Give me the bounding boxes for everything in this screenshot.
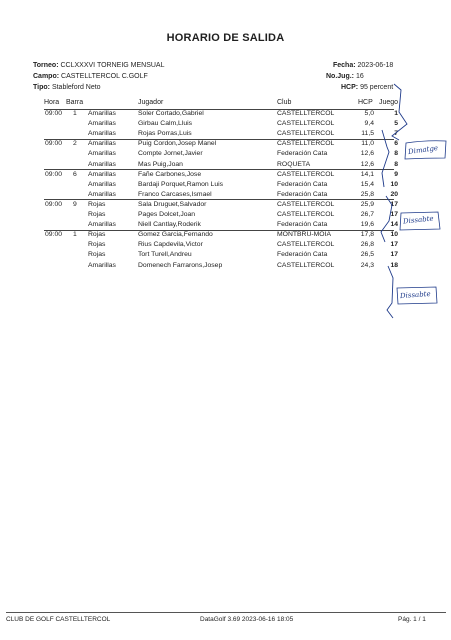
footer-generated: DataGolf 3.69 2023-06-16 18:05 bbox=[200, 616, 294, 623]
player-club: ROQUETA bbox=[277, 160, 311, 168]
player-hcp: 19,6 bbox=[360, 221, 374, 229]
player-club: CASTELLTERCOL bbox=[277, 140, 335, 148]
tee-time: 09:00 bbox=[45, 140, 63, 148]
fecha-value: 2023-06-18 bbox=[357, 62, 394, 69]
tee-color: Amarillas bbox=[88, 140, 116, 148]
player-club: CASTELLTERCOL bbox=[277, 211, 335, 218]
player-game-hcp: 5 bbox=[394, 120, 398, 128]
handwritten-note-1: Dimatge bbox=[407, 143, 439, 157]
player-club: CASTELLTERCOL bbox=[277, 170, 335, 178]
player-hcp: 14,1 bbox=[360, 170, 374, 178]
col-club: Club bbox=[277, 99, 292, 106]
player-hcp: 26,8 bbox=[360, 241, 374, 249]
player-name: Mas Puig,Joan bbox=[138, 160, 183, 168]
player-hcp: 17,8 bbox=[360, 231, 374, 239]
player-hcp: 25,8 bbox=[360, 190, 374, 198]
player-game-hcp: 17 bbox=[390, 200, 398, 208]
tee-bar: 2 bbox=[73, 140, 77, 148]
player-game-hcp: 10 bbox=[390, 231, 398, 239]
player-name: Pages Dolcet,Joan bbox=[138, 211, 196, 218]
player-game-hcp: 7 bbox=[394, 130, 398, 138]
player-hcp: 15,4 bbox=[360, 180, 374, 188]
handwritten-note-2: Dissabte bbox=[402, 214, 434, 226]
player-club: MONTBRU-MOIA bbox=[277, 231, 331, 239]
col-hcp: HCP bbox=[358, 99, 373, 106]
tee-color: Amarillas bbox=[88, 130, 116, 138]
tee-bar: 1 bbox=[73, 110, 77, 117]
nojug-value: 16 bbox=[355, 73, 364, 80]
player-club: CASTELLTERCOL bbox=[277, 261, 335, 269]
player-game-hcp: 18 bbox=[390, 261, 398, 269]
tee-bar: 9 bbox=[73, 200, 77, 208]
page-title: HORARIO DE SALIDA bbox=[166, 32, 285, 44]
bracket-mark-1 bbox=[392, 84, 407, 140]
player-club: CASTELLTERCOL bbox=[277, 110, 335, 117]
player-name: Soler Cortado,Gabriel bbox=[138, 110, 204, 117]
player-club: Federación Cata bbox=[277, 251, 328, 259]
tee-bar: 6 bbox=[73, 170, 77, 178]
player-club: Federación Cata bbox=[277, 180, 328, 188]
player-hcp: 12,6 bbox=[360, 150, 374, 158]
tee-color: Rojas bbox=[88, 231, 106, 239]
player-club: CASTELLTERCOL bbox=[277, 200, 335, 208]
tee-time: 09:00 bbox=[45, 231, 63, 239]
player-name: Sala Druguet,Salvador bbox=[138, 200, 207, 208]
player-club: CASTELLTERCOL bbox=[277, 120, 335, 128]
player-hcp: 24,3 bbox=[360, 261, 374, 269]
player-game-hcp: 6 bbox=[394, 140, 398, 148]
player-name: Tort Turell,Andreu bbox=[138, 251, 192, 259]
player-club: CASTELLTERCOL bbox=[277, 130, 335, 138]
player-name: Compte Jornet,Javier bbox=[138, 150, 203, 158]
tee-bar: 1 bbox=[73, 231, 77, 239]
player-name: Girbau Calm,Lluis bbox=[138, 120, 193, 128]
player-hcp: 11,0 bbox=[361, 140, 374, 148]
player-hcp: 5,0 bbox=[364, 110, 374, 117]
player-game-hcp: 17 bbox=[390, 251, 398, 259]
player-hcp: 12,6 bbox=[360, 160, 374, 168]
footer-page: Pág. 1 / 1 bbox=[398, 616, 426, 623]
tee-color: Amarillas bbox=[88, 190, 116, 198]
tee-color: Amarillas bbox=[88, 180, 116, 188]
footer-club: CLUB DE GOLF CASTELLTERCOL bbox=[6, 616, 111, 623]
player-name: Puig Cordon,Josep Manel bbox=[138, 140, 217, 148]
campo-value: CASTELLTERCOL C.GOLF bbox=[61, 73, 148, 80]
player-hcp: 9,4 bbox=[364, 120, 374, 128]
player-club: Federación Cata bbox=[277, 150, 328, 158]
tee-time: 09:00 bbox=[45, 110, 63, 117]
player-game-hcp: 20 bbox=[390, 190, 398, 198]
player-name: Niell Cantlay,Roderik bbox=[138, 221, 201, 229]
player-club: Federación Cata bbox=[277, 221, 328, 229]
tee-color: Amarillas bbox=[88, 221, 116, 229]
player-game-hcp: 1 bbox=[394, 110, 398, 117]
player-game-hcp: 8 bbox=[394, 150, 398, 158]
hcp-label: HCP: bbox=[341, 84, 359, 91]
hcp-value: 95 percent bbox=[360, 84, 394, 91]
handwritten-note-3: Dissabte bbox=[399, 289, 431, 301]
player-club: CASTELLTERCOL bbox=[277, 241, 335, 249]
col-juego: Juego bbox=[379, 99, 399, 106]
player-game-hcp: 9 bbox=[394, 170, 398, 178]
bracket-mark-3 bbox=[381, 196, 392, 242]
tee-color: Rojas bbox=[88, 251, 106, 259]
player-hcp: 11,5 bbox=[361, 130, 374, 138]
col-hora: Hora bbox=[44, 99, 60, 106]
player-game-hcp: 17 bbox=[390, 211, 398, 218]
player-game-hcp: 8 bbox=[394, 160, 398, 168]
tee-time: 09:00 bbox=[45, 170, 63, 178]
tee-color: Amarillas bbox=[88, 160, 116, 168]
player-name: Franco Carcases,Ismael bbox=[138, 190, 212, 198]
col-jugador: Jugador bbox=[138, 99, 164, 106]
player-name: Rojas Porras,Luis bbox=[138, 130, 192, 138]
player-hcp: 25,9 bbox=[360, 200, 374, 208]
torneo-label: Torneo: bbox=[33, 62, 59, 69]
player-name: Rius Capdevila,Victor bbox=[138, 241, 203, 249]
player-name: Fañe Carbones,Jose bbox=[138, 170, 202, 178]
player-hcp: 26,5 bbox=[360, 251, 374, 259]
tee-color: Rojas bbox=[88, 211, 106, 218]
player-name: Gomez Garcia,Fernando bbox=[138, 231, 213, 239]
nojug-label: No.Jug.: bbox=[326, 73, 354, 80]
player-club: Federación Cata bbox=[277, 190, 328, 198]
player-name: Bardaji Porquet,Ramon Luis bbox=[138, 180, 224, 188]
tee-color: Amarillas bbox=[88, 110, 116, 117]
campo-label: Campo: bbox=[33, 73, 60, 80]
tee-color: Rojas bbox=[88, 200, 106, 208]
player-game-hcp: 10 bbox=[390, 180, 398, 188]
bracket-mark-4 bbox=[387, 266, 393, 318]
player-game-hcp: 14 bbox=[390, 221, 398, 229]
tee-color: Amarillas bbox=[88, 150, 116, 158]
torneo-value: CCLXXXVI TORNEIG MENSUAL bbox=[60, 62, 165, 69]
footer-rule bbox=[6, 612, 446, 613]
tee-time: 09:00 bbox=[45, 200, 63, 208]
tee-color: Amarillas bbox=[88, 170, 116, 178]
tipo-value: Stableford Neto bbox=[51, 84, 101, 91]
bracket-mark-2 bbox=[382, 130, 389, 187]
fecha-label: Fecha: bbox=[333, 62, 356, 69]
tee-color: Amarillas bbox=[88, 261, 116, 269]
tipo-label: Tipo: bbox=[33, 84, 50, 91]
player-hcp: 26,7 bbox=[360, 211, 374, 218]
col-barra: Barra bbox=[66, 99, 84, 106]
tee-color: Amarillas bbox=[88, 120, 116, 128]
tee-color: Rojas bbox=[88, 241, 106, 249]
player-game-hcp: 17 bbox=[390, 241, 398, 249]
player-name: Domenech Farrarons,Josep bbox=[138, 261, 223, 269]
